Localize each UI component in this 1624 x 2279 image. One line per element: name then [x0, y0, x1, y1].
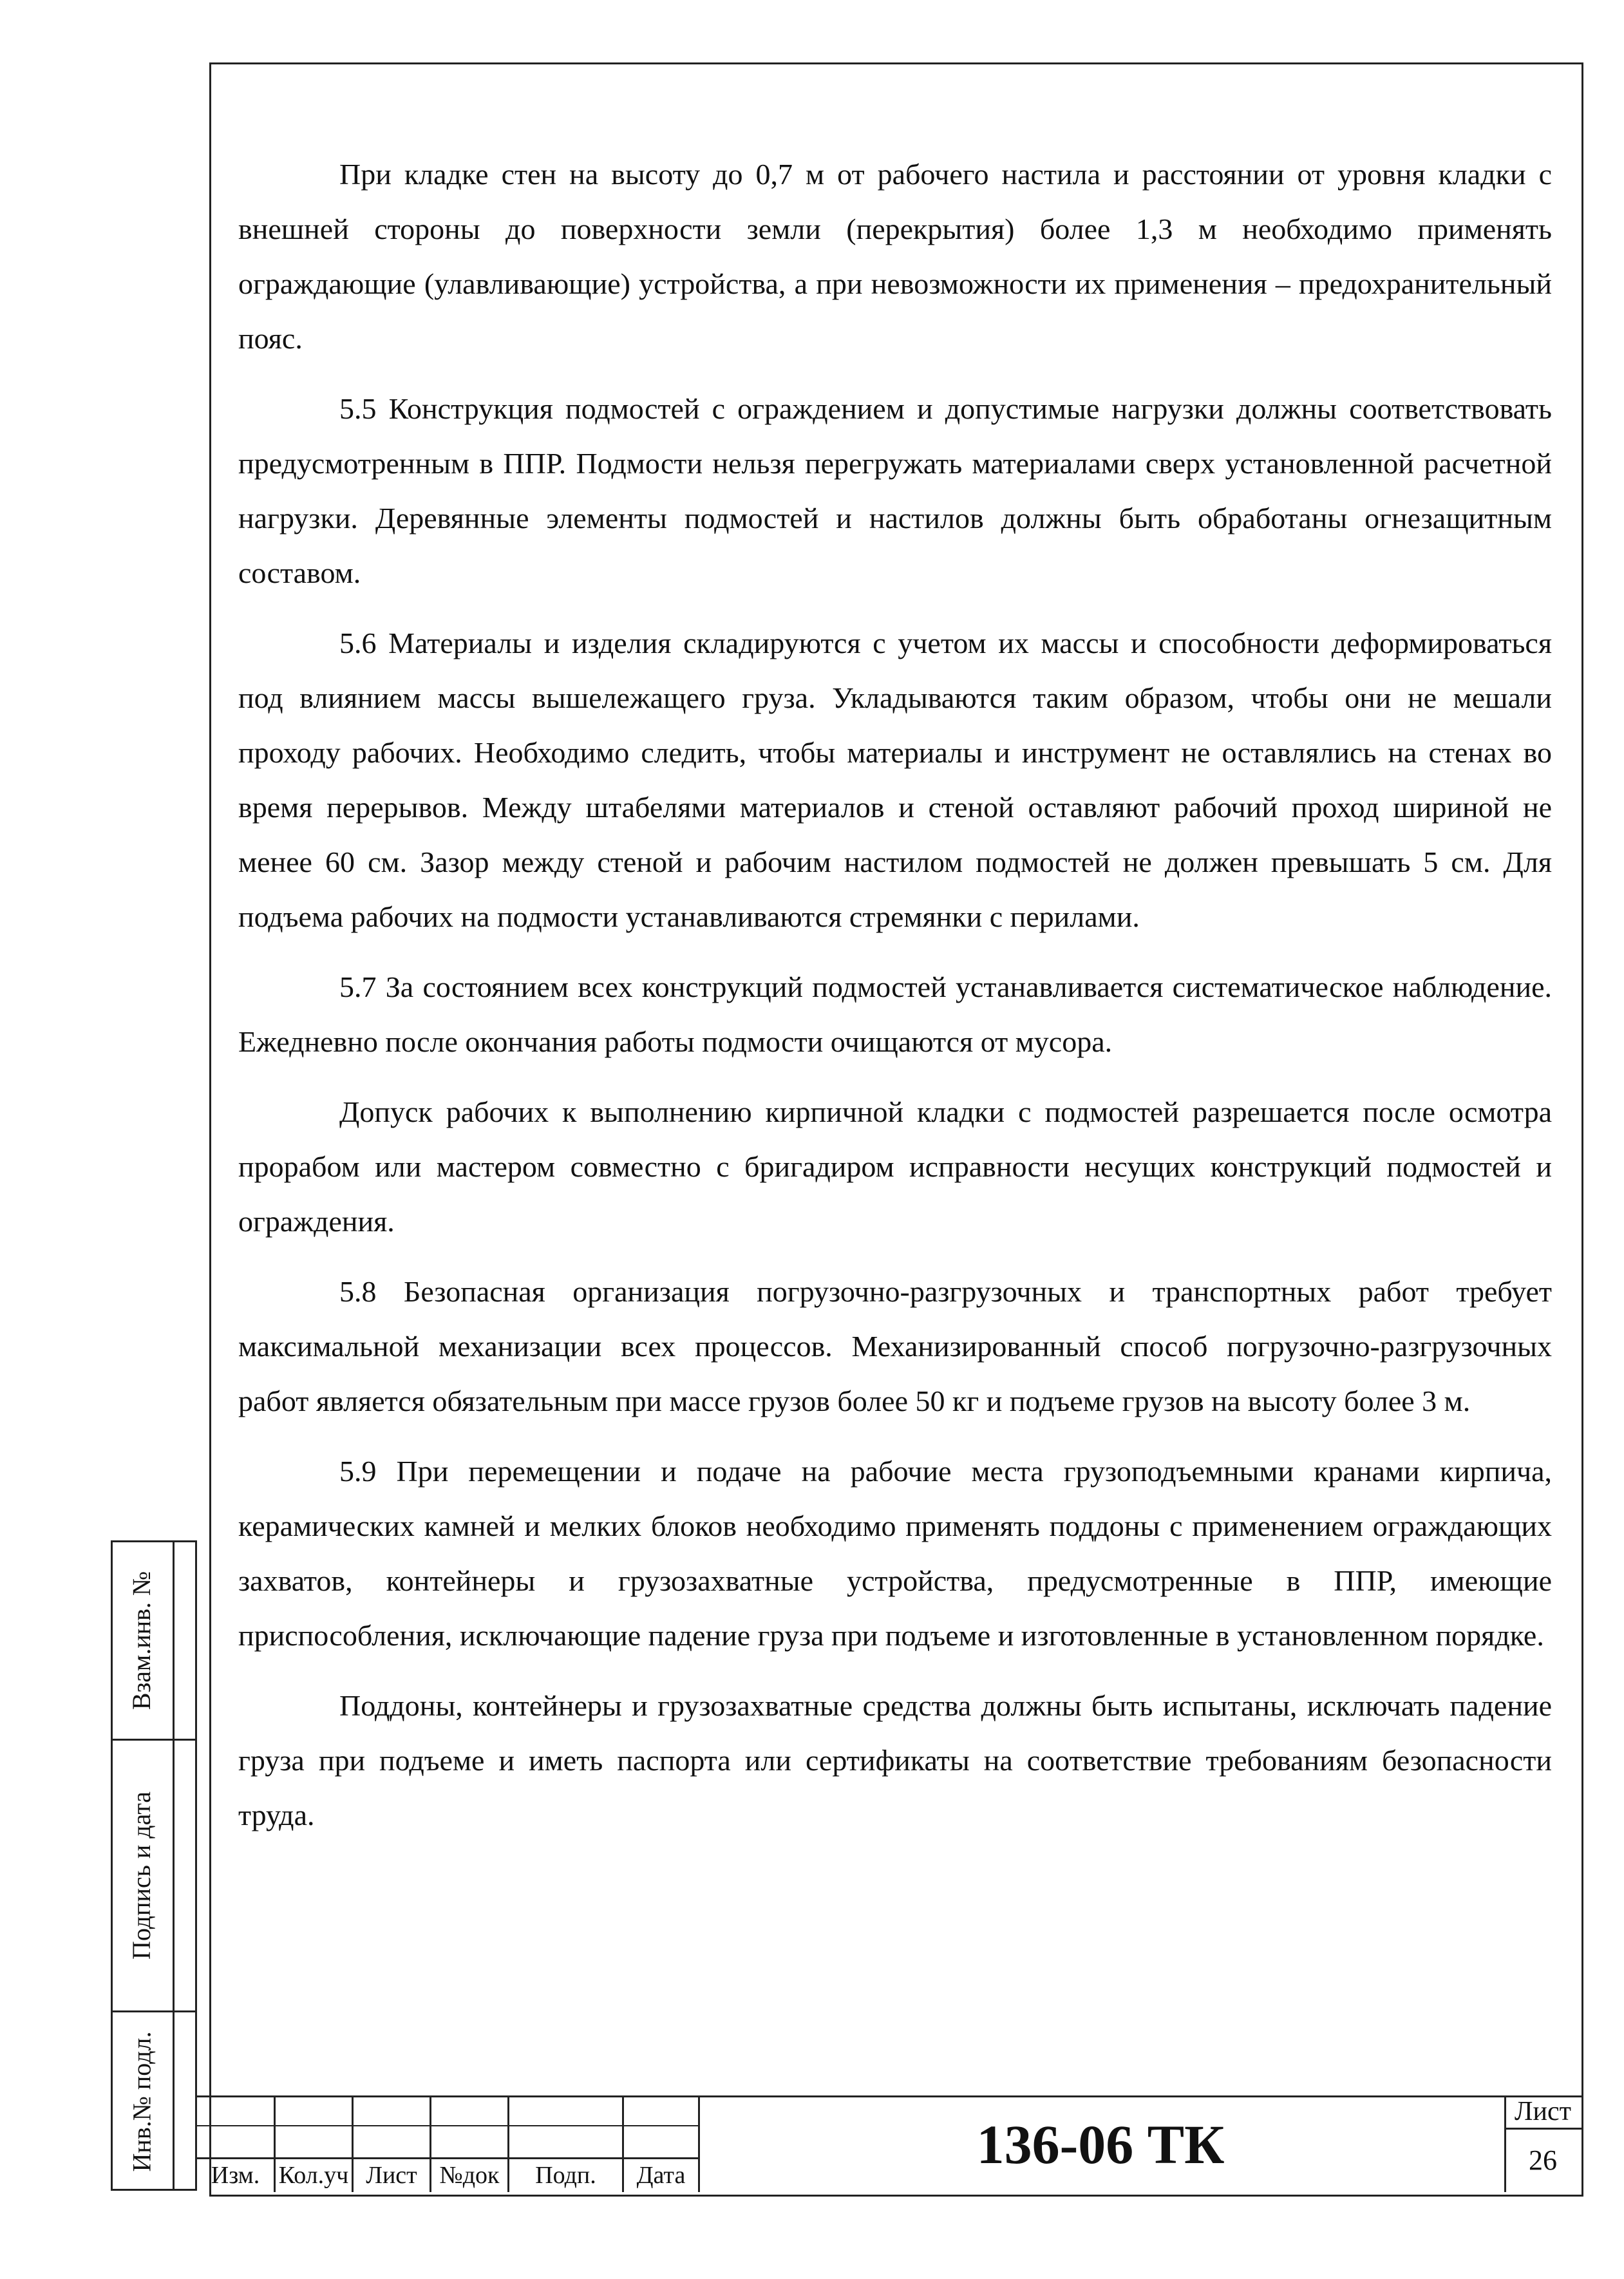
title-block-col-n-dok: №док: [439, 2162, 500, 2189]
side-label-inv-podl: [111, 2012, 173, 2191]
paragraph-5-8: 5.8 Безопасная организация погрузочно-разгрузочных и транспортных работ требует максимальной механизации всех процессов. Механизированный способ погрузочно-разгрузочных работ является обязательным при массе грузов более 50 кг и подъеме грузов на высоту более 3 м.: [238, 1275, 1552, 1417]
sheet-number: 26: [1529, 2144, 1557, 2176]
paragraph-admission: Допуск рабочих к выполнению кирпичной кладки с подмостей разрешается после осмотра прорабом или мастером совместно с бригадиром исправности несущих конструкций подмостей и ограждения.: [238, 1095, 1552, 1238]
paragraph-pallets: Поддоны, контейнеры и грузозахватные средства должны быть испытаны, исключать падение груза при подъеме и иметь паспорта или сертификаты на соответствие требованиям безопасности труда.: [238, 1689, 1552, 1831]
paragraph-5-6: 5.6 Материалы и изделия складируются с учетом их массы и способности деформироваться под влиянием массы вышележащего груза. Укладываются таким образом, чтобы они не мешали проходу рабочих. Необходимо следить, чтобы материалы и инструмент не оставлялись на стенах во время перерывов. Между штабелями материалов и стеной оставляют рабочий проход шириной не менее 60 см. Зазор между стеной и рабочим настилом подмостей не должен превышать 5 см. Для подъема рабочих на подмости устанавливаются стремянки с перилами.: [238, 627, 1552, 933]
paragraph-5-7: 5.7 За состоянием всех конструкций подмостей устанавливается систематическое наблюдение. Ежедневно после окончания работы подмости очищаются от мусора.: [238, 970, 1552, 1058]
side-label-podpis-data-text: Подпись и дата: [127, 1791, 156, 1960]
side-label-podpis-data: [111, 1741, 173, 2010]
document-body: [238, 147, 1552, 1858]
side-label-vzam-inv-text: Взам.инв. №: [127, 1571, 156, 1710]
paragraph: При кладке стен на высоту до 0,7 м от рабочего настила и расстоянии от уровня кладки с внешней стороны до поверхности земли (перекрытия) более 1,3 м необходимо применять ограждающие (улавливающие) устройства, а при невозможности их применения – предохранительный пояс.: [238, 158, 1552, 355]
title-block-col-izm: Изм.: [211, 2162, 260, 2189]
paragraph-5-9: 5.9 При перемещении и подаче на рабочие места грузоподъемными кранами кирпича, керамических камней и мелких блоков необходимо применять поддоны с применением ограждающих захватов, контейнеры и грузозахватные устройства, предусмотренные в ППР, имеющие приспособления, исключающие падение груза при подъеме и изготовленные в установленном порядке.: [238, 1455, 1552, 1652]
paragraph-5-5: 5.5 Конструкция подмостей с ограждением и допустимые нагрузки должны соответствовать предусмотренным в ППР. Подмости нельзя перегружать материалами сверх установленной расчетной нагрузки. Деревянные элементы подмостей и настилов должны быть обработаны огнезащитным составом.: [238, 392, 1552, 589]
title-block-col-podp: Подп.: [535, 2162, 596, 2189]
title-block-col-list: Лист: [366, 2162, 417, 2189]
side-stamp-divider: [173, 1540, 175, 2191]
document-code: 136-06 ТК: [976, 2114, 1225, 2175]
sheet-label: Лист: [1515, 2097, 1571, 2126]
title-block-col-data: Дата: [636, 2162, 686, 2189]
side-label-vzam-inv: [111, 1542, 173, 1739]
title-block-col-kol-uch: Кол.уч: [278, 2162, 349, 2189]
side-label-inv-podl-text: Инв.№ подл.: [127, 2031, 156, 2172]
